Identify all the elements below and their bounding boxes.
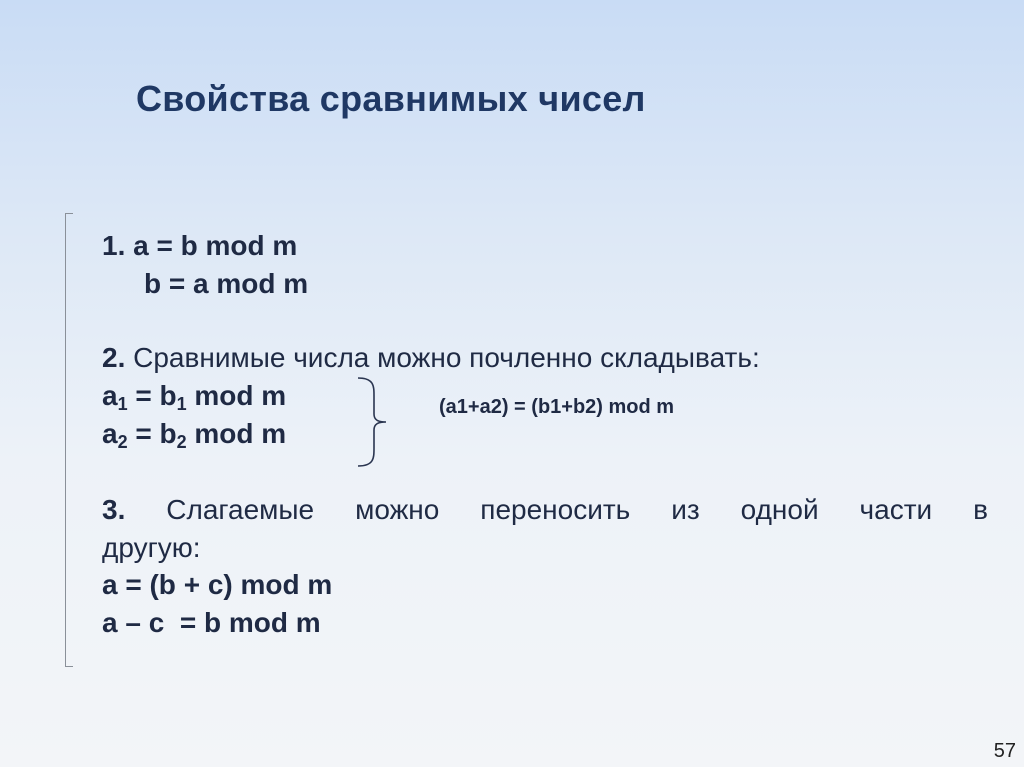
property-3-word: можно (355, 494, 440, 525)
eq1-end: mod m (186, 380, 287, 411)
property-2-number: 2. (102, 342, 126, 373)
addition-result: (a1+a2) = (b1+b2) mod m (439, 396, 675, 418)
eq1-a: a (102, 380, 118, 411)
property-2-line (102, 342, 760, 374)
property-1-formula-1: a = b mod m (133, 230, 298, 261)
left-bracket (65, 213, 73, 667)
property-3-text-continued: другую: (102, 532, 201, 563)
property-3-word: в (973, 494, 988, 525)
property-3-word: Слагаемые (166, 494, 315, 525)
property-3-word: одной (740, 494, 819, 525)
page-number: 57 (993, 740, 1016, 762)
eq1-a-sub: 1 (117, 394, 128, 414)
property-1-number: 1. (102, 230, 126, 261)
property-3-number: 3. (102, 494, 126, 525)
property-1-line-1 (102, 230, 297, 262)
property-2-equation-1 (102, 380, 286, 412)
property-3-equation-1: a = (b + c) mod m (102, 569, 333, 600)
slide-title: Свойства сравнимых чисел (136, 78, 646, 119)
property-3-equation-2: a – c = b mod m (102, 607, 321, 638)
eq2-end: mod m (186, 418, 287, 449)
property-3-line (102, 494, 988, 526)
property-2-equation-2 (102, 418, 286, 450)
eq2-a: a (102, 418, 118, 449)
eq1-b-sub: 1 (176, 394, 187, 414)
property-3-word: из (671, 494, 700, 525)
property-3-word: переносить (480, 494, 631, 525)
curly-brace-icon (352, 376, 392, 468)
eq1-mid: = b (127, 380, 177, 411)
property-3-word: части (859, 494, 933, 525)
property-1-formula-2: b = a mod m (144, 268, 309, 299)
eq2-mid: = b (127, 418, 177, 449)
property-2-text: Сравнимые числа можно почленно складывать: (133, 342, 760, 373)
eq2-b-sub: 2 (176, 432, 187, 452)
eq2-a-sub: 2 (117, 432, 128, 452)
